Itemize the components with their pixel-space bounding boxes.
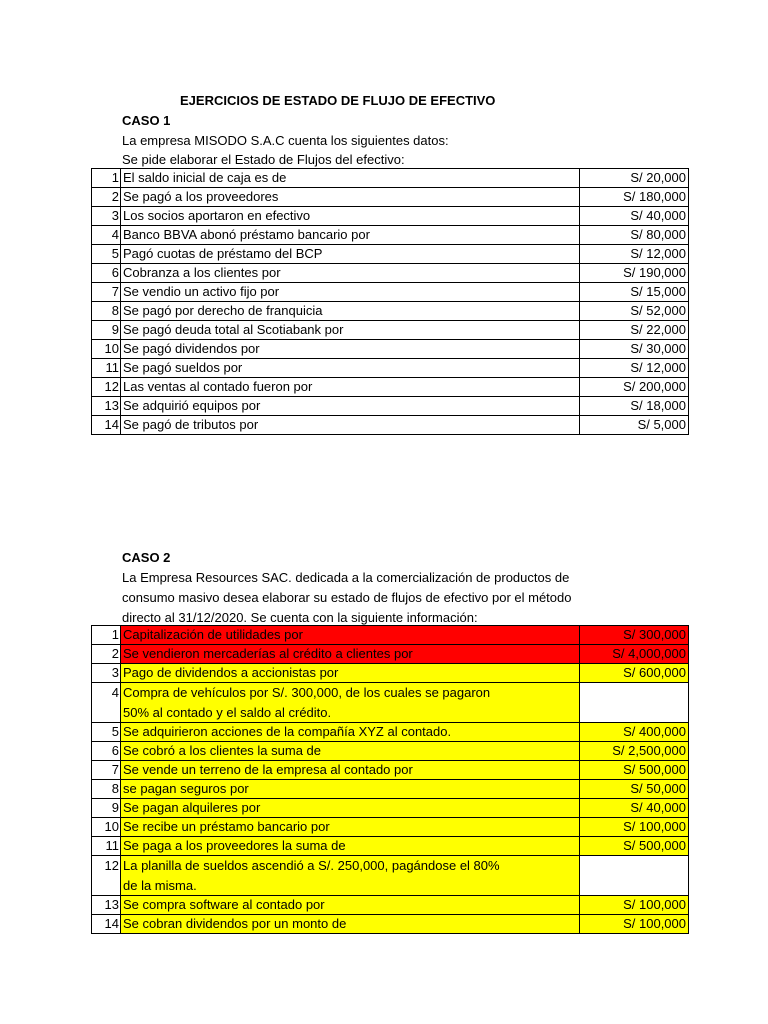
table-row xyxy=(92,761,689,780)
table-row xyxy=(92,359,689,378)
table-row xyxy=(92,683,689,723)
row-number: 11 xyxy=(92,359,121,378)
row-description: Se paga a los proveedores la suma de xyxy=(121,837,580,856)
row-number: 13 xyxy=(92,896,121,915)
row-number: 4 xyxy=(92,683,121,723)
row-amount: S/ 15,000 xyxy=(580,283,689,302)
row-amount: S/ 500,000 xyxy=(580,761,689,780)
row-number: 12 xyxy=(92,856,121,896)
row-description: Se vendieron mercaderías al crédito a clientes por xyxy=(121,645,580,664)
table-row xyxy=(92,723,689,742)
row-amount: S/ 50,000 xyxy=(580,780,689,799)
table-row xyxy=(92,340,689,359)
row-amount: S/ 600,000 xyxy=(580,664,689,683)
row-amount: S/ 100,000 xyxy=(580,818,689,837)
row-number: 6 xyxy=(92,264,121,283)
row-number: 7 xyxy=(92,761,121,780)
row-description: Los socios aportaron en efectivo xyxy=(121,207,580,226)
row-number: 1 xyxy=(92,169,121,188)
row-number: 7 xyxy=(92,283,121,302)
table-row xyxy=(92,302,689,321)
row-number: 11 xyxy=(92,837,121,856)
row-amount: S/ 190,000 xyxy=(580,264,689,283)
row-amount: S/ 40,000 xyxy=(580,207,689,226)
table-row xyxy=(92,780,689,799)
row-amount xyxy=(580,683,689,723)
row-amount: S/ 22,000 xyxy=(580,321,689,340)
row-number: 8 xyxy=(92,302,121,321)
row-number: 8 xyxy=(92,780,121,799)
row-amount: S/ 180,000 xyxy=(580,188,689,207)
case2-heading: CASO 2 xyxy=(122,550,171,565)
row-number: 3 xyxy=(92,664,121,683)
row-description: Se adquirieron acciones de la compañía XYZ al contado. xyxy=(121,723,580,742)
row-number: 10 xyxy=(92,818,121,837)
row-description: Se cobran dividendos por un monto de xyxy=(121,915,580,934)
row-amount: S/ 2,500,000 xyxy=(580,742,689,761)
row-number: 9 xyxy=(92,321,121,340)
row-description: Se vendio un activo fijo por xyxy=(121,283,580,302)
row-description: Se vende un terreno de la empresa al contado por xyxy=(121,761,580,780)
row-description: Se compra software al contado por xyxy=(121,896,580,915)
row-description: Pago de dividendos a accionistas por xyxy=(121,664,580,683)
row-description-line-1: La planilla de sueldos ascendió a S/. 250,000, pagándose el 80% xyxy=(123,858,500,873)
row-amount: S/ 18,000 xyxy=(580,397,689,416)
row-number: 6 xyxy=(92,742,121,761)
row-amount: S/ 300,000 xyxy=(580,626,689,645)
row-amount xyxy=(580,856,689,896)
row-number: 13 xyxy=(92,397,121,416)
table-row xyxy=(92,397,689,416)
row-number: 5 xyxy=(92,723,121,742)
row-description: Se pagó de tributos por xyxy=(121,416,580,435)
row-amount: S/ 12,000 xyxy=(580,245,689,264)
row-description xyxy=(121,683,580,723)
row-number: 4 xyxy=(92,226,121,245)
row-description-line-2: de la misma. xyxy=(123,877,197,893)
row-number: 9 xyxy=(92,799,121,818)
row-amount: S/ 200,000 xyxy=(580,378,689,397)
row-number: 3 xyxy=(92,207,121,226)
row-amount: S/ 400,000 xyxy=(580,723,689,742)
table-row xyxy=(92,283,689,302)
table-row xyxy=(92,799,689,818)
row-number: 5 xyxy=(92,245,121,264)
row-description-line-2: 50% al contado y el saldo al crédito. xyxy=(123,704,332,720)
row-description: se pagan seguros por xyxy=(121,780,580,799)
case1-intro-line-1: La empresa MISODO S.A.C cuenta los siguientes datos: xyxy=(122,133,449,148)
table-row xyxy=(92,915,689,934)
table-row xyxy=(92,226,689,245)
row-description: Banco BBVA abonó préstamo bancario por xyxy=(121,226,580,245)
row-description: Se pagó por derecho de franquicia xyxy=(121,302,580,321)
row-description xyxy=(121,856,580,896)
table-row xyxy=(92,837,689,856)
table-row xyxy=(92,264,689,283)
row-description: Pagó cuotas de préstamo del BCP xyxy=(121,245,580,264)
row-description: Se adquirió equipos por xyxy=(121,397,580,416)
case1-heading: CASO 1 xyxy=(122,113,171,128)
row-description: Se pagó sueldos por xyxy=(121,359,580,378)
row-description: Capitalización de utilidades por xyxy=(121,626,580,645)
table-row xyxy=(92,742,689,761)
row-number: 14 xyxy=(92,915,121,934)
row-amount: S/ 500,000 xyxy=(580,837,689,856)
row-number: 1 xyxy=(92,626,121,645)
case2-table xyxy=(91,625,689,934)
table-row xyxy=(92,378,689,397)
row-amount: S/ 5,000 xyxy=(580,416,689,435)
row-amount: S/ 100,000 xyxy=(580,896,689,915)
table-row xyxy=(92,207,689,226)
table-row xyxy=(92,626,689,645)
table-row xyxy=(92,896,689,915)
case1-intro-line-2: Se pide elaborar el Estado de Flujos del efectivo: xyxy=(122,152,405,167)
row-amount: S/ 12,000 xyxy=(580,359,689,378)
table-row xyxy=(92,188,689,207)
row-amount: S/ 30,000 xyxy=(580,340,689,359)
row-amount: S/ 40,000 xyxy=(580,799,689,818)
row-amount: S/ 100,000 xyxy=(580,915,689,934)
row-description: Se recibe un préstamo bancario por xyxy=(121,818,580,837)
row-amount: S/ 52,000 xyxy=(580,302,689,321)
table-row xyxy=(92,664,689,683)
row-number: 12 xyxy=(92,378,121,397)
row-amount: S/ 80,000 xyxy=(580,226,689,245)
table-row xyxy=(92,169,689,188)
case2-intro-line-3: directo al 31/12/2020. Se cuenta con la siguiente información: xyxy=(122,610,478,625)
row-description: Se cobró a los clientes la suma de xyxy=(121,742,580,761)
row-description: Cobranza a los clientes por xyxy=(121,264,580,283)
row-description: Se pagó deuda total al Scotiabank por xyxy=(121,321,580,340)
row-description: Las ventas al contado fueron por xyxy=(121,378,580,397)
row-amount: S/ 4,000,000 xyxy=(580,645,689,664)
row-number: 2 xyxy=(92,645,121,664)
case2-intro-line-1: La Empresa Resources SAC. dedicada a la comercialización de productos de xyxy=(122,570,570,585)
row-description-line-1: Compra de vehículos por S/. 300,000, de los cuales se pagaron xyxy=(123,685,491,700)
row-description: Se pagó dividendos por xyxy=(121,340,580,359)
row-description: Se pagan alquileres por xyxy=(121,799,580,818)
row-number: 2 xyxy=(92,188,121,207)
row-description: El saldo inicial de caja es de xyxy=(121,169,580,188)
table-row xyxy=(92,321,689,340)
case1-table xyxy=(91,168,689,435)
table-row xyxy=(92,245,689,264)
table-row xyxy=(92,416,689,435)
table-row xyxy=(92,818,689,837)
table-row xyxy=(92,856,689,896)
case2-intro-line-2: consumo masivo desea elaborar su estado de flujos de efectivo por el método xyxy=(122,590,572,605)
row-number: 10 xyxy=(92,340,121,359)
row-description: Se pagó a los proveedores xyxy=(121,188,580,207)
row-number: 14 xyxy=(92,416,121,435)
table-row xyxy=(92,645,689,664)
row-amount: S/ 20,000 xyxy=(580,169,689,188)
document-title: EJERCICIOS DE ESTADO DE FLUJO DE EFECTIVO xyxy=(180,93,496,108)
